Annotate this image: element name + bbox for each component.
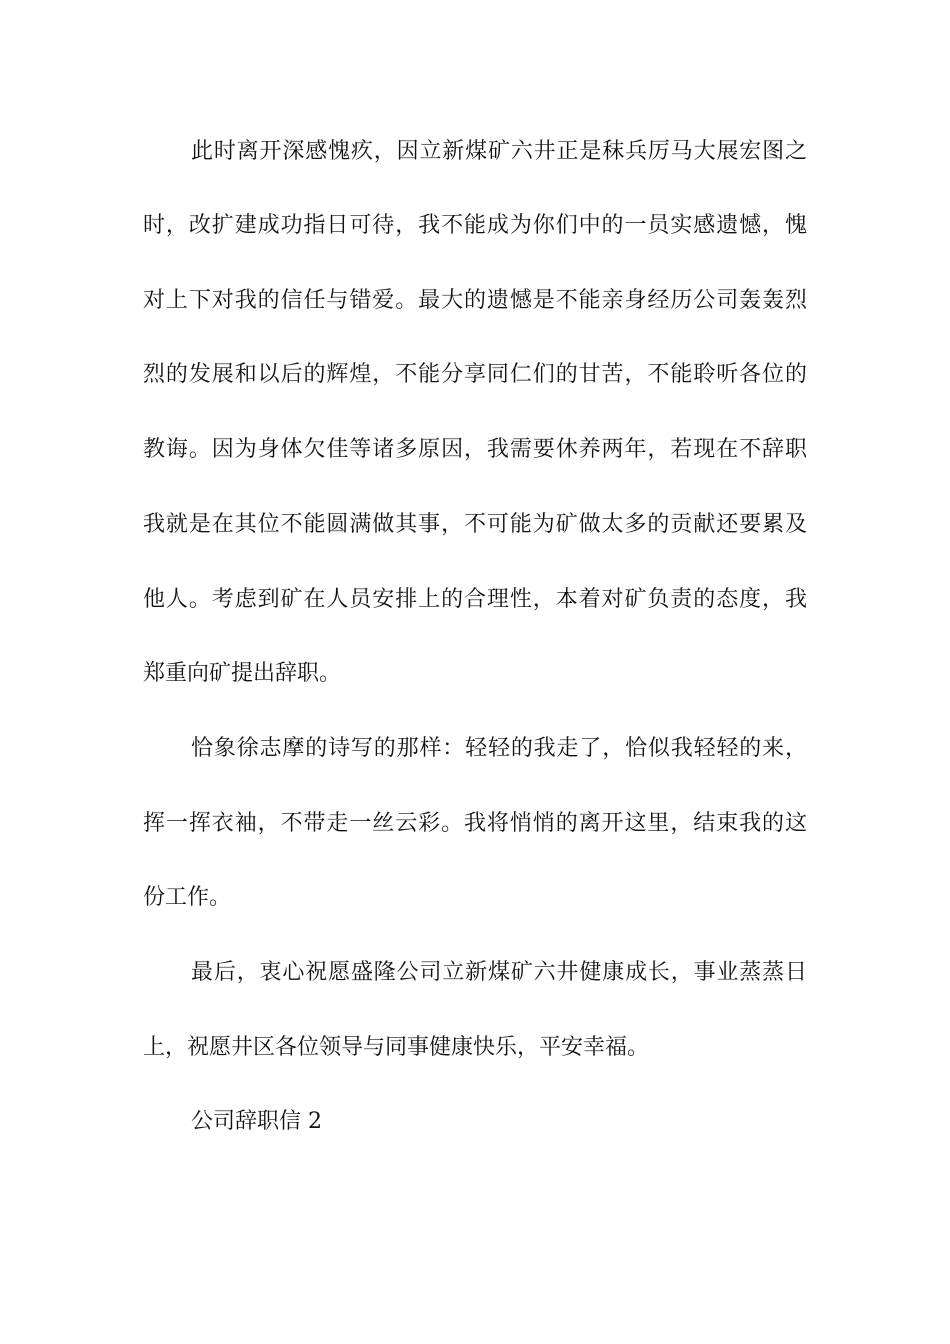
text-line: 上，祝愿井区各位领导与同事健康快乐，平安幸福。 [143, 1035, 650, 1060]
text-line: 教诲。因为身体欠佳等诸多原因，我需要休养两年，若现在不辞职 [143, 437, 807, 462]
text-line: 最后，衷心祝愿盛隆公司立新煤矿六井健康成长，事业蒸蒸日 [191, 960, 807, 985]
text-line: 时，改扩建成功指日可待，我不能成为你们中的一员实感遗憾，愧 [143, 213, 807, 238]
text-line: 份工作。 [143, 885, 232, 910]
text-line: 郑重向矿提出辞职。 [143, 661, 342, 686]
text-line: 挥一挥衣袖，不带走一丝云彩。我将悄悄的离开这里，结束我的这 [143, 811, 807, 836]
text-line: 对上下对我的信任与错爱。最大的遗憾是不能亲身经历公司轰轰烈 [143, 288, 807, 313]
text-line: 恰象徐志摩的诗写的那样：轻轻的我走了，恰似我轻轻的来， [191, 736, 807, 761]
text-line: 此时离开深感愧疚，因立新煤矿六井正是秣兵厉马大展宏图之 [191, 139, 807, 164]
text-line: 我就是在其位不能圆满做其事，不可能为矿做太多的贡献还要累及 [143, 512, 807, 537]
text-line: 他人。考虑到矿在人员安排上的合理性，本着对矿负责的态度，我 [143, 587, 807, 612]
section-title: 公司辞职信 2 [191, 1109, 322, 1134]
text-line: 烈的发展和以后的辉煌，不能分享同仁们的甘苦，不能聆听各位的 [143, 362, 807, 387]
